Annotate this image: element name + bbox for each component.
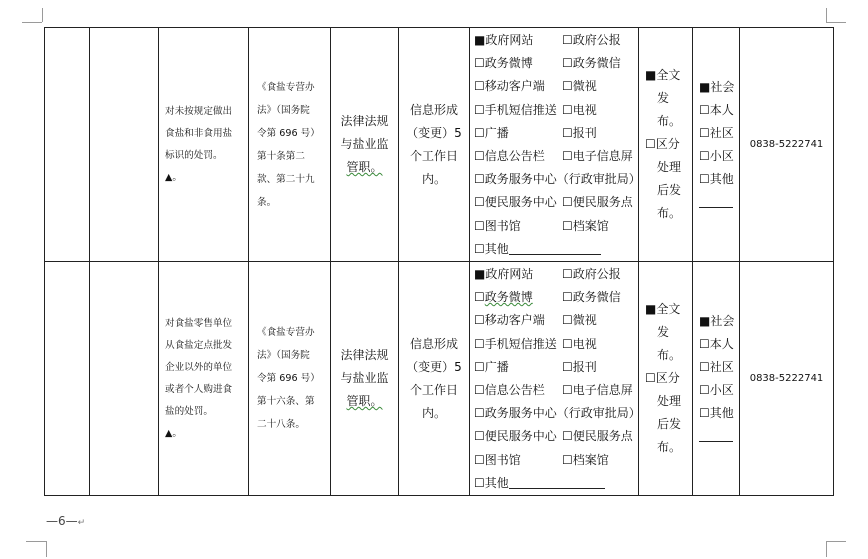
contact-phone: 0838-5222741 <box>749 139 824 151</box>
scope-partial-checkbox[interactable]: ☐ 区分 <box>645 367 688 390</box>
channel-gazette-checkbox[interactable]: ☐ 政府公报 <box>562 29 640 52</box>
audience-neighborhood-checkbox[interactable]: ☐ 小区 <box>699 379 735 402</box>
table-row <box>45 262 834 496</box>
channel-convenience-checkbox[interactable]: ☐ 便民服务中心 <box>474 425 562 448</box>
scope-full-checkbox[interactable]: ■ 全文 <box>645 64 688 87</box>
audience-society-checkbox[interactable]: ■ 社会 <box>699 310 735 333</box>
crop-mark-bl-h <box>26 541 46 542</box>
channel-other-checkbox[interactable]: ☐ 其他 <box>474 472 640 495</box>
page-number: —6—↵ <box>46 514 86 528</box>
channel-television-checkbox[interactable]: ☐ 电视 <box>562 333 640 356</box>
channel-bulletin-checkbox[interactable]: ☐ 信息公告栏 <box>474 379 562 402</box>
channel-archive-checkbox[interactable]: ☐ 档案馆 <box>562 449 640 472</box>
audience-cell <box>693 28 740 262</box>
subcategory-cell <box>90 28 159 262</box>
channel-archive-checkbox[interactable]: ☐ 档案馆 <box>562 215 640 238</box>
channels-cell <box>470 28 639 262</box>
crop-mark-tr-h <box>826 22 846 23</box>
scope-full-checkbox[interactable]: ■ 全文 <box>645 298 688 321</box>
channel-gazette-checkbox[interactable]: ☐ 政府公报 <box>562 263 640 286</box>
audience-self-checkbox[interactable]: ☐ 本人 <box>699 333 735 356</box>
channel-library-checkbox[interactable]: ☐ 图书馆 <box>474 215 562 238</box>
channel-screen-checkbox[interactable]: ☐ 电子信息屏 <box>562 145 640 168</box>
disclosure-table <box>44 27 834 496</box>
channel-newspaper-checkbox[interactable]: ☐ 报刊 <box>562 122 640 145</box>
channel-other-checkbox[interactable]: ☐ 其他 <box>474 238 640 261</box>
legal-basis-cell: 《食盐专营办 法》（国务院 令第 696 号） 第十条第二 款、第二十九 条。 <box>249 28 331 262</box>
agency-cell: 法律法规 与盐业监 管职。 <box>331 262 399 496</box>
channel-convenience-point-checkbox[interactable]: ☐ 便民服务点 <box>562 191 640 214</box>
audience-self-checkbox[interactable]: ☐ 本人 <box>699 99 735 122</box>
table-row <box>45 28 834 262</box>
channel-bulletin-checkbox[interactable]: ☐ 信息公告栏 <box>474 145 562 168</box>
channel-convenience-checkbox[interactable]: ☐ 便民服务中心 <box>474 191 562 214</box>
channel-service-center-checkbox[interactable]: ☐ 政务服务中心（行政审批局） <box>474 402 640 425</box>
channel-tv-checkbox[interactable]: ☐ 微视 <box>562 75 640 98</box>
channel-mobile-checkbox[interactable]: ☐ 移动客户端 <box>474 309 562 332</box>
contact-cell <box>740 262 834 496</box>
channel-library-checkbox[interactable]: ☐ 图书馆 <box>474 449 562 472</box>
channel-mobile-checkbox[interactable]: ☐ 移动客户端 <box>474 75 562 98</box>
channel-wechat-checkbox[interactable]: ☐ 政务微信 <box>562 52 640 75</box>
item-cell: 对食盐零售单位 从食盐定点批发 企业以外的单位 或者个人购进食 盐的处罚。 ▲。 <box>159 262 249 496</box>
channel-radio-checkbox[interactable]: ☐ 广播 <box>474 356 562 379</box>
channel-convenience-point-checkbox[interactable]: ☐ 便民服务点 <box>562 425 640 448</box>
audience-other-line[interactable] <box>699 195 733 208</box>
other-blank-line[interactable] <box>509 476 605 489</box>
channel-newspaper-checkbox[interactable]: ☐ 报刊 <box>562 356 640 379</box>
legal-basis-cell: 《食盐专营办 法》（国务院 令第 696 号） 第十六条、第 二十八条。 <box>249 262 331 496</box>
audience-other-checkbox[interactable]: ☐ 其他 <box>699 168 735 191</box>
category-cell <box>45 28 90 262</box>
channel-website-checkbox[interactable]: ■ 政府网站 <box>474 263 562 286</box>
scope-cell: ■ 全文 发布。 ☐ 区分 处理 后发 布。 <box>639 262 693 496</box>
contact-cell <box>740 28 834 262</box>
audience-cell <box>693 262 740 496</box>
channel-website-checkbox[interactable]: ■ 政府网站 <box>474 29 562 52</box>
scope-cell: ■ 全文 发布。 ☐ 区分 处理 后发 布。 <box>639 28 693 262</box>
channel-sms-checkbox[interactable]: ☐ 手机短信推送 <box>474 99 562 122</box>
crop-mark-tl-h <box>22 22 42 23</box>
subcategory-cell <box>90 262 159 496</box>
crop-mark-br-h <box>826 541 846 542</box>
audience-community-checkbox[interactable]: ☐ 社区 <box>699 122 735 145</box>
channels-cell <box>470 262 639 496</box>
channel-sms-checkbox[interactable]: ☐ 手机短信推送 <box>474 333 562 356</box>
other-blank-line[interactable] <box>509 242 601 255</box>
channel-screen-checkbox[interactable]: ☐ 电子信息屏 <box>562 379 640 402</box>
channel-service-center-checkbox[interactable]: ☐ 政务服务中心（行政审批局） <box>474 168 640 191</box>
crop-mark-tr-v <box>826 8 827 22</box>
audience-other-checkbox[interactable]: ☐ 其他 <box>699 402 735 425</box>
crop-mark-br-v <box>826 541 827 557</box>
contact-phone: 0838-5222741 <box>749 373 824 385</box>
audience-society-checkbox[interactable]: ■ 社会 <box>699 76 735 99</box>
item-cell: 对未按规定做出 食盐和非食用盐 标识的处罚。 ▲。 <box>159 28 249 262</box>
agency-cell: 法律法规 与盐业监 管职。 <box>331 28 399 262</box>
deadline-cell: 信息形成 （变更）5 个工作日 内。 <box>399 262 470 496</box>
scope-partial-checkbox[interactable]: ☐ 区分 <box>645 133 688 156</box>
crop-mark-tl-v <box>42 8 43 22</box>
channel-weibo-checkbox[interactable]: ☐ 政务微博 <box>474 286 562 309</box>
audience-other-line[interactable] <box>699 429 733 442</box>
audience-neighborhood-checkbox[interactable]: ☐ 小区 <box>699 145 735 168</box>
audience-community-checkbox[interactable]: ☐ 社区 <box>699 356 735 379</box>
channel-weibo-checkbox[interactable]: ☐ 政务微博 <box>474 52 562 75</box>
paragraph-mark-icon: ↵ <box>77 518 86 528</box>
channel-wechat-checkbox[interactable]: ☐ 政务微信 <box>562 286 640 309</box>
deadline-cell: 信息形成 （变更）5 个工作日 内。 <box>399 28 470 262</box>
crop-mark-bl-v <box>46 541 47 557</box>
category-cell <box>45 262 90 496</box>
channel-radio-checkbox[interactable]: ☐ 广播 <box>474 122 562 145</box>
channel-tv-checkbox[interactable]: ☐ 微视 <box>562 309 640 332</box>
channel-television-checkbox[interactable]: ☐ 电视 <box>562 99 640 122</box>
